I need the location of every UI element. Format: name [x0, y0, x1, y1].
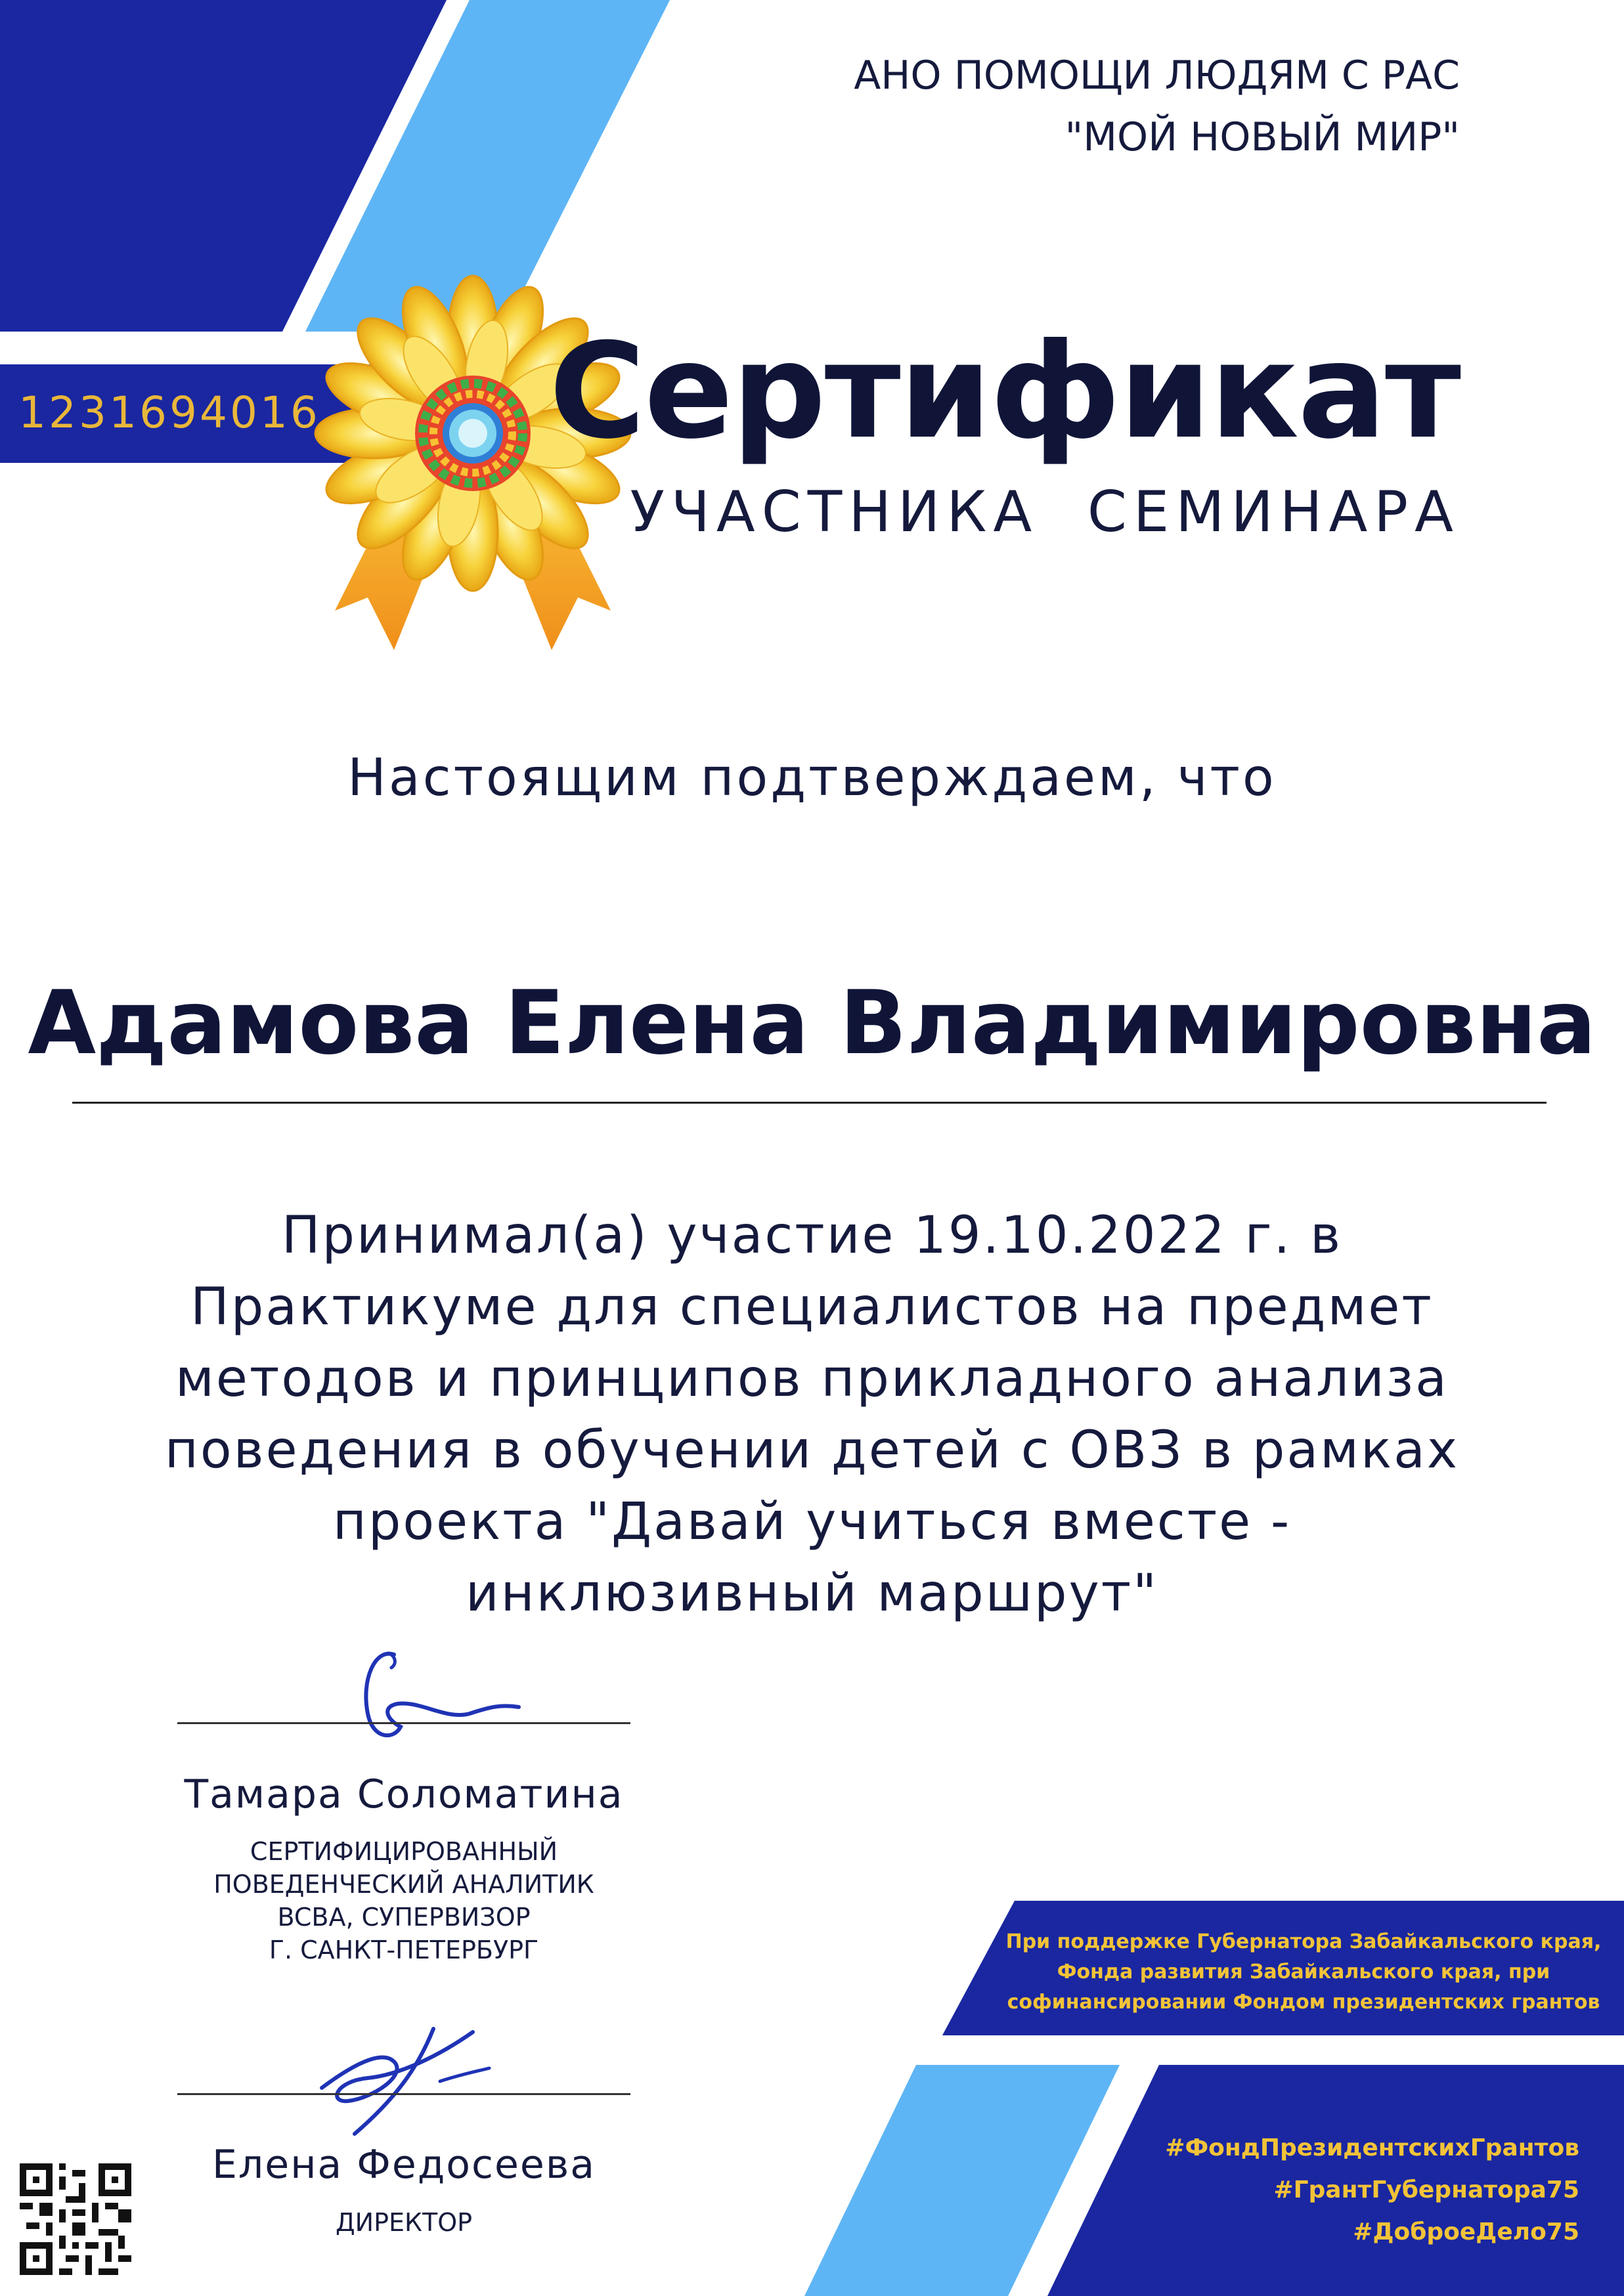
signature-2-image — [309, 2009, 499, 2140]
body-line: Практикуме для специалистов на предмет — [190, 1278, 1434, 1337]
body-line: методов и принципов прикладного анализа — [175, 1349, 1449, 1408]
signature-1-line — [177, 1722, 630, 1724]
role-line: BCBA, СУПЕРВИЗОР — [277, 1903, 531, 1932]
recipient-name: Адамова Елена Владимировна — [28, 972, 1596, 1074]
role-line: ДИРЕКТОР — [335, 2208, 473, 2237]
support-text — [985, 1927, 1622, 2018]
serial-number: 1231694016 — [18, 387, 320, 438]
organization-name — [737, 45, 1460, 168]
body-line: инклюзивный маршрут" — [465, 1564, 1159, 1623]
role-line: СЕРТИФИЦИРОВАННЫЙ — [250, 1837, 558, 1866]
certificate-subtitle: УЧАСТНИКА СЕМИНАРА — [630, 479, 1460, 545]
role-line: Г. САНКТ-ПЕТЕРБУРГ — [269, 1936, 539, 1964]
role-line: ПОВЕДЕНЧЕСКИЙ АНАЛИТИК — [213, 1870, 594, 1899]
signature-1-image — [348, 1641, 525, 1746]
support-line: Фонда развития Забайкальского края, при — [1057, 1960, 1550, 1983]
signatory-1-role — [141, 1835, 667, 1966]
signatory-2-role — [141, 2206, 667, 2239]
certificate-title: Сертификат — [549, 315, 1460, 468]
name-underline — [72, 1102, 1547, 1104]
signatory-2-name: Елена Федосеева — [212, 2142, 596, 2188]
body-line: Принимал(а) участие 19.10.2022 г. в — [281, 1206, 1343, 1265]
organization-line-1: АНО ПОМОЩИ ЛЮДЯМ С РАС — [854, 53, 1460, 98]
hashtag: #ФондПрезидентскихГрантов — [1165, 2134, 1579, 2161]
organization-line-2: "МОЙ НОВЫЙ МИР" — [1064, 114, 1460, 160]
signatory-1-name: Тамара Соломатина — [184, 1771, 624, 1817]
certificate-body — [138, 1200, 1486, 1630]
signature-2-line — [177, 2093, 630, 2095]
body-line: проекта "Давай учиться вместе - — [332, 1492, 1292, 1551]
hashtags — [1165, 2127, 1579, 2253]
intro-text: Настоящим подтверждаем, что — [347, 748, 1277, 808]
hashtag: #ГрантГубернатора75 — [1273, 2177, 1579, 2203]
hashtag: #ДоброеДело75 — [1353, 2219, 1579, 2245]
qr-code-icon[interactable] — [20, 2163, 131, 2275]
support-line: софинансировании Фондом президентских грантов — [1007, 1991, 1600, 2014]
support-line: При поддержке Губернатора Забайкальского края, — [1005, 1930, 1602, 1953]
body-line: поведения в обучении детей с ОВЗ в рамках — [164, 1421, 1460, 1480]
